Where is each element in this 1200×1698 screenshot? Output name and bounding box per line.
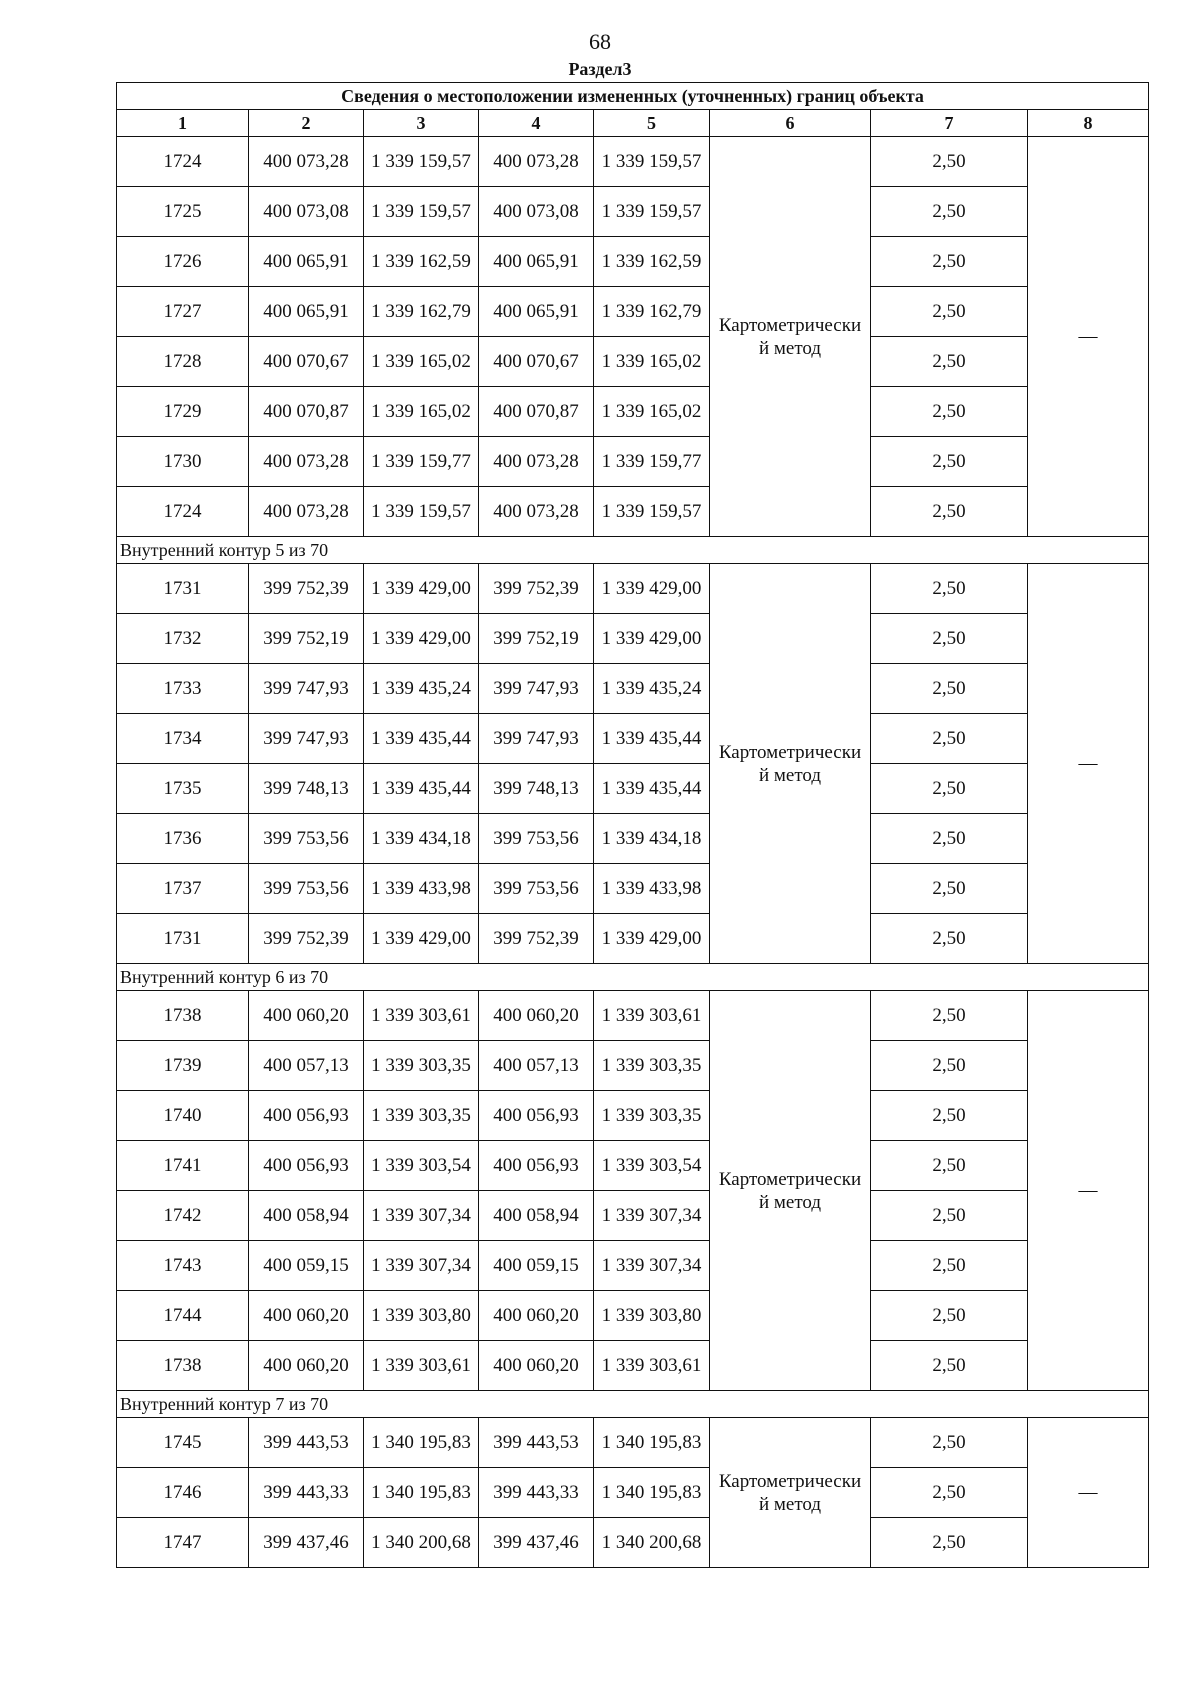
table-row: [117, 1341, 1149, 1391]
table-cell: 1 339 303,61: [594, 991, 710, 1041]
table-cell: 1 340 200,68: [364, 1518, 479, 1568]
table-cell: 2,50: [871, 1518, 1028, 1568]
table-cell: 400 060,20: [249, 1341, 364, 1391]
contour-label: Внутренний контур 6 из 70: [117, 964, 1149, 991]
table-cell: 1 339 429,00: [364, 564, 479, 614]
table-cell: 1 339 429,00: [364, 914, 479, 964]
table-cell: 400 059,15: [479, 1241, 594, 1291]
table-cell: 400 056,93: [479, 1091, 594, 1141]
table-row: [117, 1518, 1149, 1568]
table-row: [117, 614, 1149, 664]
table-cell: 399 752,39: [479, 564, 594, 614]
table-cell: 1 339 429,00: [594, 614, 710, 664]
table-cell: 2,50: [871, 387, 1028, 437]
table-cell: 1 339 162,59: [594, 237, 710, 287]
table-cell: 1740: [117, 1091, 249, 1141]
table-row: [117, 991, 1149, 1041]
table-cell: 2,50: [871, 614, 1028, 664]
table-cell: 1731: [117, 914, 249, 964]
table-cell: 400 060,20: [479, 1341, 594, 1391]
table-cell: 399 443,33: [249, 1468, 364, 1518]
table-cell: 1 339 433,98: [364, 864, 479, 914]
table-row: [117, 1418, 1149, 1468]
table-row: [117, 437, 1149, 487]
table-cell: 1 339 434,18: [594, 814, 710, 864]
table-cell: 1 339 159,57: [364, 137, 479, 187]
method-cell: [710, 1418, 871, 1568]
table-row: [117, 564, 1149, 614]
method-text: й метод: [758, 337, 822, 359]
table-row: [117, 1241, 1149, 1291]
table-cell: 2,50: [871, 287, 1028, 337]
table-cell: 1 339 307,34: [594, 1191, 710, 1241]
table-cell: 400 060,20: [479, 1291, 594, 1341]
table-cell: 1733: [117, 664, 249, 714]
table-cell: 1727: [117, 287, 249, 337]
table-cell: 2,50: [871, 1418, 1028, 1468]
table-cell: 399 753,56: [479, 864, 594, 914]
table-cell: 2,50: [871, 137, 1028, 187]
col8-cell: —: [1028, 991, 1149, 1391]
table-cell: 1 339 165,02: [594, 337, 710, 387]
method-cell: [710, 137, 871, 537]
table-cell: 399 753,56: [479, 814, 594, 864]
table-cell: 1 339 165,02: [364, 387, 479, 437]
table-cell: 399 752,19: [249, 614, 364, 664]
table-cell: 1 340 195,83: [594, 1468, 710, 1518]
coordinates-table: [116, 82, 1149, 1568]
table-cell: 1 340 195,83: [364, 1418, 479, 1468]
table-cell: 1724: [117, 487, 249, 537]
table-row: [117, 287, 1149, 337]
table-cell: 1726: [117, 237, 249, 287]
table-cell: 1739: [117, 1041, 249, 1091]
section-title: Раздел3: [568, 59, 632, 79]
table-cell: 399 747,93: [249, 664, 364, 714]
table-cell: 399 747,93: [249, 714, 364, 764]
table-cell: 1 339 307,34: [364, 1241, 479, 1291]
table-cell: 1734: [117, 714, 249, 764]
table-cell: 1 339 434,18: [364, 814, 479, 864]
table-cell: 400 073,28: [479, 137, 594, 187]
table-cell: 1 339 429,00: [364, 614, 479, 664]
table-cell: 2,50: [871, 864, 1028, 914]
table-cell: 400 065,91: [479, 287, 594, 337]
table-cell: 2,50: [871, 914, 1028, 964]
table-cell: 2,50: [871, 1341, 1028, 1391]
table-cell: 1 339 159,57: [594, 137, 710, 187]
table-cell: 400 065,91: [479, 237, 594, 287]
table-row: [117, 487, 1149, 537]
table-cell: 399 752,19: [479, 614, 594, 664]
table-cell: 400 073,28: [479, 487, 594, 537]
table-cell: 1 339 303,35: [594, 1091, 710, 1141]
table-cell: 1728: [117, 337, 249, 387]
table-cell: 1 339 303,80: [594, 1291, 710, 1341]
page-number: 68: [589, 29, 611, 54]
table-cell: 1 339 165,02: [594, 387, 710, 437]
table-cell: 1732: [117, 614, 249, 664]
table-cell: 1 339 165,02: [364, 337, 479, 387]
table-cell: 1 339 307,34: [594, 1241, 710, 1291]
table-cell: 1738: [117, 1341, 249, 1391]
table-row: [117, 1141, 1149, 1191]
table-row: [117, 914, 1149, 964]
table-cell: 1 340 195,83: [594, 1418, 710, 1468]
table-cell: 2,50: [871, 714, 1028, 764]
table-cell: 2,50: [871, 991, 1028, 1041]
table-row: [117, 187, 1149, 237]
column-header: 6: [710, 110, 871, 137]
table-cell: 1 339 159,57: [594, 187, 710, 237]
column-header: 8: [1028, 110, 1149, 137]
table-cell: 2,50: [871, 237, 1028, 287]
table-cell: 1741: [117, 1141, 249, 1191]
table-cell: 1742: [117, 1191, 249, 1241]
table-cell: 400 060,20: [249, 991, 364, 1041]
table-cell: 1 339 435,44: [364, 714, 479, 764]
method-text: Картометрически: [718, 1470, 862, 1492]
table-row: [117, 237, 1149, 287]
table-cell: 1 339 162,79: [364, 287, 479, 337]
table-cell: 399 747,93: [479, 714, 594, 764]
table-cell: 1 339 303,61: [364, 991, 479, 1041]
table-cell: 1 339 159,57: [594, 487, 710, 537]
table-cell: 1730: [117, 437, 249, 487]
table-cell: 399 753,56: [249, 814, 364, 864]
contour-label-row: [117, 1391, 1149, 1418]
table-cell: 1 340 200,68: [594, 1518, 710, 1568]
table-cell: 2,50: [871, 664, 1028, 714]
table-cell: 400 073,08: [479, 187, 594, 237]
table-cell: 2,50: [871, 1091, 1028, 1141]
table-cell: 1738: [117, 991, 249, 1041]
table-cell: 2,50: [871, 437, 1028, 487]
method-text: Картометрически: [718, 314, 862, 336]
col8-cell: —: [1028, 564, 1149, 964]
table-cell: 2,50: [871, 1141, 1028, 1191]
table-cell: 400 070,67: [249, 337, 364, 387]
table-cell: 400 065,91: [249, 287, 364, 337]
table-cell: 400 073,28: [249, 437, 364, 487]
table-cell: 1746: [117, 1468, 249, 1518]
table-cell: 399 437,46: [479, 1518, 594, 1568]
table-cell: 1 339 303,35: [364, 1091, 479, 1141]
table-cell: 2,50: [871, 1241, 1028, 1291]
table-cell: 1731: [117, 564, 249, 614]
table-cell: 399 747,93: [479, 664, 594, 714]
table-cell: 2,50: [871, 1468, 1028, 1518]
table-cell: 1 339 303,61: [594, 1341, 710, 1391]
column-header: 3: [364, 110, 479, 137]
table-cell: 2,50: [871, 1291, 1028, 1341]
table-cell: 1736: [117, 814, 249, 864]
table-cell: 1744: [117, 1291, 249, 1341]
table-cell: 1 339 162,59: [364, 237, 479, 287]
method-text: Картометрически: [718, 741, 862, 763]
table-cell: 1 340 195,83: [364, 1468, 479, 1518]
table-cell: 1 339 303,54: [364, 1141, 479, 1191]
table-cell: 2,50: [871, 1041, 1028, 1091]
table-cell: 399 437,46: [249, 1518, 364, 1568]
table-caption: Сведения о местоположении измененных (уточненных) границ объекта: [117, 83, 1149, 110]
table-cell: 1724: [117, 137, 249, 187]
table-row: [117, 1041, 1149, 1091]
table-cell: 2,50: [871, 187, 1028, 237]
method-text: й метод: [758, 1191, 822, 1213]
table-cell: 1747: [117, 1518, 249, 1568]
column-header: 5: [594, 110, 710, 137]
contour-label-row: [117, 537, 1149, 564]
table-cell: 399 443,33: [479, 1468, 594, 1518]
table-cell: 1 339 303,54: [594, 1141, 710, 1191]
table-cell: 399 753,56: [249, 864, 364, 914]
contour-label: Внутренний контур 5 из 70: [117, 537, 1149, 564]
column-header: 4: [479, 110, 594, 137]
table-cell: 400 073,28: [249, 137, 364, 187]
table-cell: 2,50: [871, 1191, 1028, 1241]
table-cell: 1735: [117, 764, 249, 814]
table-row: [117, 664, 1149, 714]
table-row: [117, 764, 1149, 814]
table-cell: 1 339 435,44: [364, 764, 479, 814]
table-cell: 1 339 159,57: [364, 187, 479, 237]
table-cell: 1 339 303,35: [364, 1041, 479, 1091]
table-cell: 1 339 435,44: [594, 714, 710, 764]
table-cell: 400 060,20: [249, 1291, 364, 1341]
table-cell: 400 056,93: [249, 1091, 364, 1141]
method-text: Картометрически: [718, 1168, 862, 1190]
table-cell: 400 060,20: [479, 991, 594, 1041]
table-cell: 400 056,93: [249, 1141, 364, 1191]
table-cell: 1 339 435,24: [364, 664, 479, 714]
table-cell: 400 057,13: [249, 1041, 364, 1091]
table-cell: 1 339 162,79: [594, 287, 710, 337]
table-cell: 1 339 303,80: [364, 1291, 479, 1341]
table-cell: 399 443,53: [479, 1418, 594, 1468]
table-cell: 400 070,87: [479, 387, 594, 437]
method-cell: [710, 564, 871, 964]
table-cell: 400 065,91: [249, 237, 364, 287]
table-cell: 400 073,28: [249, 487, 364, 537]
table-cell: 1 339 159,57: [364, 487, 479, 537]
table-cell: 1 339 435,44: [594, 764, 710, 814]
table-row: [117, 864, 1149, 914]
table-row: [117, 714, 1149, 764]
table-row: [117, 1091, 1149, 1141]
method-cell: [710, 991, 871, 1391]
table-cell: 1 339 159,77: [594, 437, 710, 487]
table-cell: 399 752,39: [249, 914, 364, 964]
table-cell: 1 339 429,00: [594, 564, 710, 614]
table-cell: 1 339 429,00: [594, 914, 710, 964]
column-header: 1: [117, 110, 249, 137]
table-cell: 399 443,53: [249, 1418, 364, 1468]
contour-label: Внутренний контур 7 из 70: [117, 1391, 1149, 1418]
col8-cell: —: [1028, 1418, 1149, 1568]
table-row: [117, 137, 1149, 187]
contour-label-row: [117, 964, 1149, 991]
method-text: й метод: [758, 764, 822, 786]
table-row: [117, 387, 1149, 437]
table-cell: 2,50: [871, 487, 1028, 537]
table-cell: 400 070,87: [249, 387, 364, 437]
table-row: [117, 814, 1149, 864]
table-cell: 1 339 307,34: [364, 1191, 479, 1241]
table-cell: 399 748,13: [249, 764, 364, 814]
table-header-row: [117, 110, 1149, 137]
table-cell: 1 339 303,35: [594, 1041, 710, 1091]
table-cell: 400 070,67: [479, 337, 594, 387]
table-cell: 1743: [117, 1241, 249, 1291]
table-cell: 2,50: [871, 564, 1028, 614]
table-cell: 400 058,94: [479, 1191, 594, 1241]
table-cell: 1745: [117, 1418, 249, 1468]
table-row: [117, 337, 1149, 387]
table-cell: 1737: [117, 864, 249, 914]
table-cell: 399 752,39: [249, 564, 364, 614]
column-header: 2: [249, 110, 364, 137]
table-row: [117, 1468, 1149, 1518]
table-row: [117, 1291, 1149, 1341]
table-cell: 2,50: [871, 764, 1028, 814]
table-cell: 1 339 303,61: [364, 1341, 479, 1391]
column-header: 7: [871, 110, 1028, 137]
table-cell: 400 073,28: [479, 437, 594, 487]
table-cell: 1 339 159,77: [364, 437, 479, 487]
table-cell: 1 339 435,24: [594, 664, 710, 714]
table-row: [117, 1191, 1149, 1241]
table-cell: 2,50: [871, 337, 1028, 387]
table-cell: 2,50: [871, 814, 1028, 864]
table-cell: 400 059,15: [249, 1241, 364, 1291]
table-cell: 400 058,94: [249, 1191, 364, 1241]
table-caption-row: [117, 83, 1149, 110]
table-cell: 400 073,08: [249, 187, 364, 237]
table-cell: 400 057,13: [479, 1041, 594, 1091]
table-cell: 1729: [117, 387, 249, 437]
table-cell: 400 056,93: [479, 1141, 594, 1191]
col8-cell: —: [1028, 137, 1149, 537]
table-cell: 1725: [117, 187, 249, 237]
method-text: й метод: [758, 1493, 822, 1515]
table-cell: 399 748,13: [479, 764, 594, 814]
table-cell: 1 339 433,98: [594, 864, 710, 914]
table-cell: 399 752,39: [479, 914, 594, 964]
